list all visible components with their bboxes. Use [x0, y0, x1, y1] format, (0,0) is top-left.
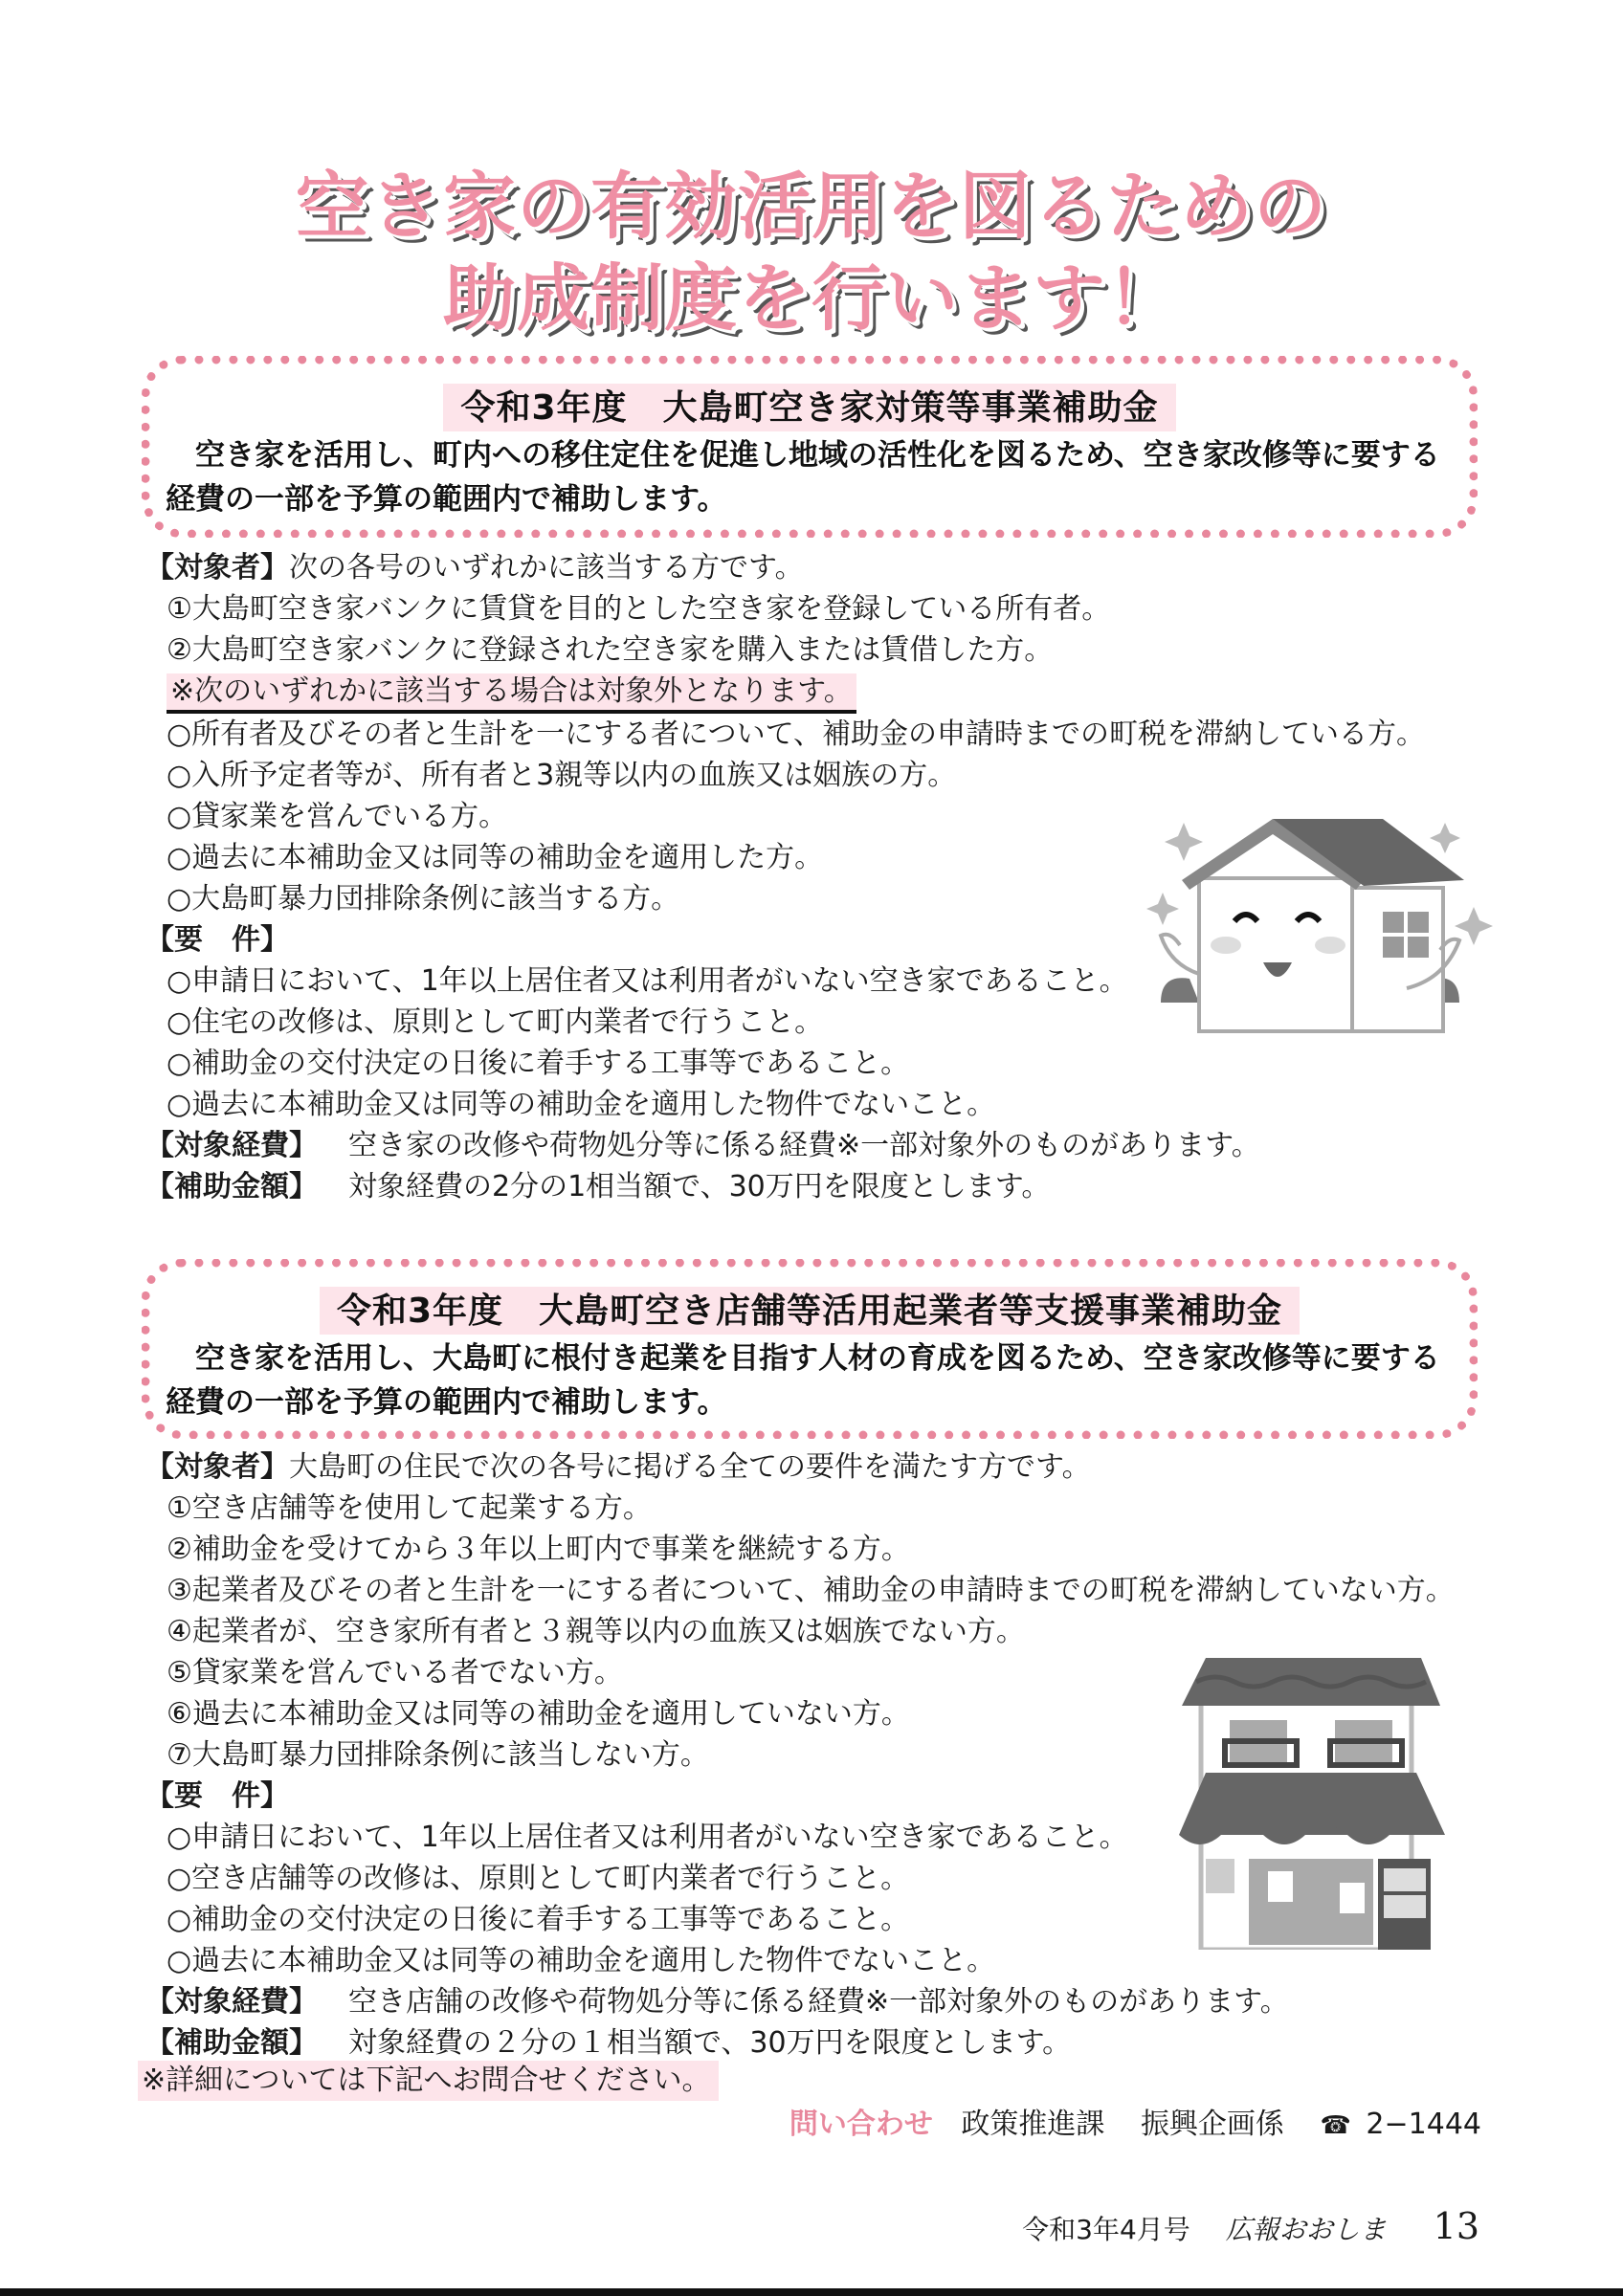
list-item: ⑥過去に本補助金又は同等の補助金を適用していない方。	[167, 1697, 910, 1731]
contact-unit: 振興企画係	[1140, 2108, 1284, 2141]
list-item: ①空き店舗等を使用して起業する方。	[167, 1491, 652, 1525]
list-item: ③起業者及びその者と生計を一にする者について、補助金の申請時までの町税を滞納していない方。	[167, 1574, 1455, 1607]
list-item: ○住宅の改修は、原則として町内業者で行うこと。	[167, 1005, 824, 1039]
list-item: ②補助金を受けてから３年以上町内で事業を継続する方。	[167, 1533, 910, 1566]
headline-line-1: 空き家の有効活用を図るための	[296, 164, 1327, 249]
list-item: ⑦大島町暴力団排除条例に該当しない方。	[167, 1738, 709, 1772]
list-item: ⑤貸家業を営んでいる者でない方。	[167, 1656, 623, 1689]
program1-amount: 【補助金額】 対象経費の2分の1相当額で、30万円を限度とします。	[145, 1170, 1051, 1203]
list-item: ④起業者が、空き家所有者と３親等以内の血族又は姻族でない方。	[167, 1615, 1025, 1648]
contact-label: 問い合わせ	[789, 2108, 933, 2141]
footer-publication-name: 広報おおしま	[1225, 2214, 1387, 2245]
list-item: ○申請日において、1年以上居住者又は利用者がいない空き家であること。	[167, 1821, 1128, 1854]
list-item: ○過去に本補助金又は同等の補助金を適用した物件でないこと。	[167, 1944, 996, 1977]
program1-eligible-label: 【対象者】	[145, 551, 289, 585]
program1-description: 空き家を活用し、町内への移住定住を促進し地域の活性化を図るため、空き家改修等に要する経費の一部を予算の範囲内で補助します。	[166, 438, 1440, 517]
program1-eligible-intro: 次の各号のいずれかに該当する方です。	[289, 551, 804, 585]
program2-amount: 【補助金額】 対象経費の２分の１相当額で、30万円を限度とします。	[145, 2026, 1072, 2060]
program1-exclusion-note: ※次のいずれかに該当する場合は対象外となります。	[167, 673, 856, 714]
list-item: ○申請日において、1年以上居住者又は利用者がいない空き家であること。	[167, 964, 1128, 998]
list-item: ①大島町空き家バンクに賃貸を目的とした空き家を登録している所有者。	[167, 592, 1111, 626]
smiling-house-illustration	[1134, 802, 1493, 1041]
list-item: ○入所予定者等が、所有者と3親等以内の血族又は姻族の方。	[167, 759, 957, 792]
headline-line-2: 助成制度を行います！	[443, 255, 1180, 341]
program2-summary-box	[142, 1259, 1478, 1439]
program2-requirements-label: 【要 件】	[145, 1779, 289, 1813]
program2-title: 令和3年度 大島町空き店舗等活用起業者等支援事業補助金	[320, 1287, 1300, 1335]
list-item: ○空き店舗等の改修は、原則として町内業者で行うこと。	[167, 1862, 910, 1895]
contact-phone-number: 2−1444	[1366, 2108, 1481, 2141]
program2-eligible-label: 【対象者】	[145, 1450, 289, 1484]
footer-issue: 令和3年4月号	[1022, 2214, 1190, 2245]
list-item: ②大島町空き家バンクに登録された空き家を購入または賃借した方。	[167, 633, 1054, 667]
details-note: ※詳細については下記へお問合せください。	[138, 2061, 719, 2101]
list-item: ○過去に本補助金又は同等の補助金を適用した方。	[167, 841, 824, 874]
list-item: ○貸家業を営んでいる方。	[167, 800, 508, 833]
list-item: ○大島町暴力団排除条例に該当する方。	[167, 882, 680, 916]
list-item: ○補助金の交付決定の日後に着手する工事等であること。	[167, 1047, 910, 1080]
program2-eligible-intro: 大島町の住民で次の各号に掲げる全ての要件を満たす方です。	[289, 1450, 1091, 1484]
list-item: ○補助金の交付決定の日後に着手する工事等であること。	[167, 1903, 910, 1936]
program1-summary-box	[142, 356, 1478, 538]
page-number: 13	[1433, 2205, 1479, 2247]
program2-description: 空き家を活用し、大島町に根付き起業を目指す人材の育成を図るため、空き家改修等に要する経費の一部を予算の範囲内で補助します。	[166, 1341, 1440, 1420]
page-footer	[1022, 2205, 1479, 2251]
phone-icon: ☎	[1320, 2111, 1351, 2140]
program2-expenses: 【対象経費】 空き店舗の改修や荷物処分等に係る経費※一部対象外のものがあります。	[145, 1985, 1289, 2019]
contact-department: 政策推進課	[961, 2108, 1105, 2141]
program1-requirements-label: 【要 件】	[145, 923, 289, 957]
program1-title: 令和3年度 大島町空き家対策等事業補助金	[443, 384, 1175, 431]
bottom-rule	[0, 2288, 1623, 2296]
headline	[0, 161, 1623, 344]
contact-info	[789, 2105, 1481, 2146]
shop-illustration	[1177, 1653, 1450, 1950]
list-item: ○過去に本補助金又は同等の補助金を適用した物件でないこと。	[167, 1088, 996, 1121]
program1-expenses: 【対象経費】 空き家の改修や荷物処分等に係る経費※一部対象外のものがあります。	[145, 1129, 1260, 1162]
list-item: ○所有者及びその者と生計を一にする者について、補助金の申請時までの町税を滞納している方。	[167, 718, 1425, 751]
